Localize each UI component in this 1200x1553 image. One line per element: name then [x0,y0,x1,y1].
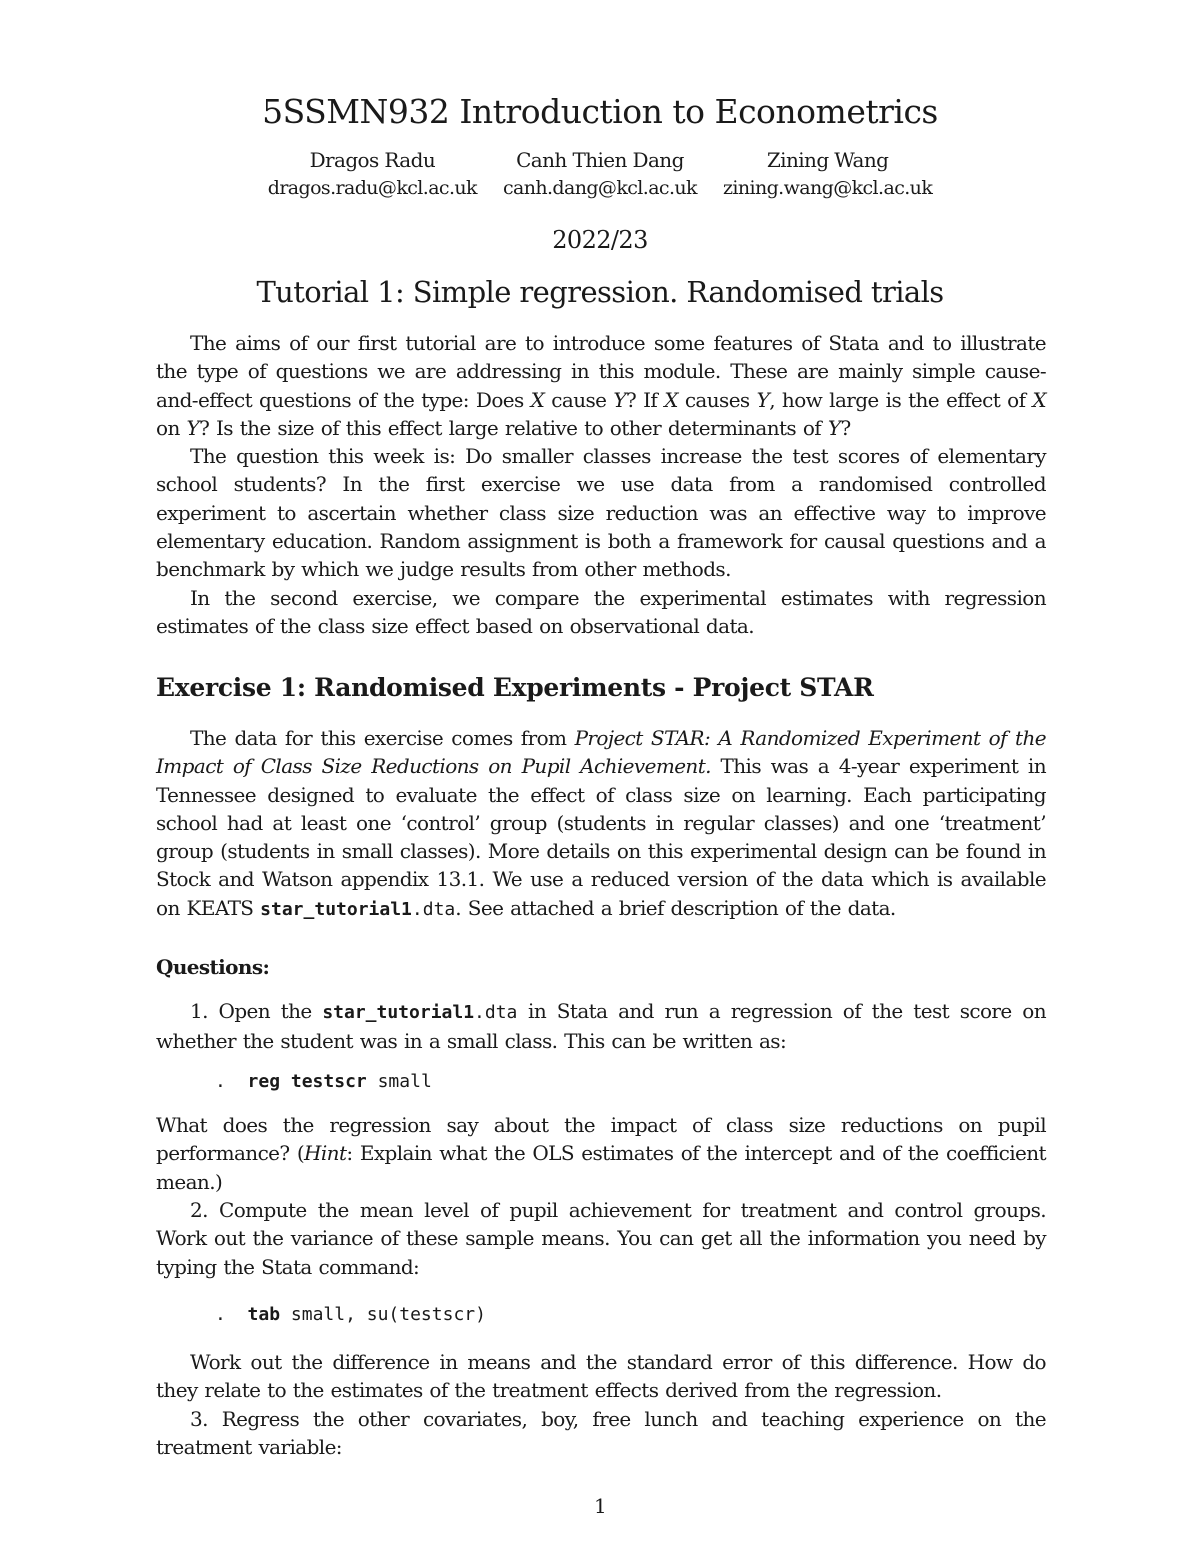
filename-extension: .dta [411,898,456,920]
text-run: This was a 4-year experiment in Tennessee designed to evaluate the effect of class size on learning. Each participating school had at least one ‘control’ group (students in regular classes) and one ‘treatment’ group (students in small classes). More details on this experimental design can be found in Stock and Watson appendix 13.1. We use a reduced version of the data which is available on KEATS [156,754,1046,920]
intro-paragraph-3: In the second exercise, we compare the experimental estimates with regression estimates of the class size effect based on observational data. [156,586,1046,639]
author-email: canh.dang@kcl.ac.uk [502,177,697,199]
command-prompt: . [215,1071,226,1092]
author-block [268,146,477,202]
filename: star_tutorial1 [260,898,412,920]
math-variable: Y [186,415,200,440]
author-name: Zining Wang [766,148,889,172]
text-run: ? [840,415,851,440]
exercise-1-paragraph [156,724,1046,924]
author-name: Canh Thien Dang [516,148,684,172]
filename: star_tutorial1 [322,1002,475,1023]
filename-extension: .dta [474,1002,518,1023]
math-variable: Y [756,387,770,412]
page-number: 1 [593,1494,607,1518]
author-email: zining.wang@kcl.ac.uk [722,177,933,199]
questions-heading: Questions: [156,955,270,979]
text-run: 1. Open the [190,999,323,1023]
question-2: 2. Compute the mean level of pupil achievement for treatment and control groups. Work out the variance of these sample means. You can get all the information you need by typing the Stata command: [156,1198,1046,1279]
text-run: in Stata and run a regression of the test score on whether the student was in a small class. This can be written as: [156,999,1046,1054]
text-run: ? Is the size of this effect large relative to other determinants of [199,415,828,440]
math-variable: X [1032,387,1046,412]
command-arguments: small [377,1071,432,1092]
intro-paragraph-2: The question this week is: Do smaller classes increase the test scores of elementary school students? In the first exercise we use data from a randomised controlled experiment to ascertain whether class size reduction was an effective way to improve elementary education. Random assignment is both a framework for causal questions and a benchmark by which we judge results from other methods. [156,444,1046,582]
exercise-1-heading: Exercise 1: Randomised Experiments - Project STAR [156,673,874,702]
text-run: . See attached a brief description of the data. [455,895,896,920]
command-arguments: small, su(testscr) [290,1304,486,1325]
academic-year: 2022/23 [552,226,648,254]
author-name: Dragos Radu [309,148,436,172]
study-title: Project STAR: A Randomized Experiment of the Impact of Class Size Reductions on Pupil Achievement. [156,726,1046,779]
question-3: 3. Regress the other covariates, boy, free lunch and teaching experience on the treatment variable: [156,1407,1046,1460]
question-2-followup: Work out the difference in means and the standard error of this difference. How do they relate to the estimates of the treatment effects derived from the regression. [156,1350,1046,1403]
text-run: cause [544,387,614,412]
question-1-followup [156,1111,1046,1196]
math-variable: X [664,387,678,412]
hint-label: Hint [304,1141,347,1166]
intro-paragraph-1 [156,329,1046,442]
text-run: ? If [626,387,665,412]
author-email: dragos.radu@kcl.ac.uk [267,177,477,199]
text-run: The aims of our first tutorial are to introduce some features of Stata and to illustrate the type of questions we are addressing in this module. These are mainly simple cause-and-effect questions of the type: Does [156,331,1046,412]
text-run: on [156,415,187,440]
text-run: causes [677,387,757,412]
command-name: reg testscr [247,1071,367,1092]
text-run: , how large is the effect of [769,387,1033,412]
stata-command-2 [215,1304,486,1325]
math-variable: X [530,387,545,412]
document-title: 5SSMN932 Introduction to Econometrics [262,92,938,131]
math-variable: Y [613,387,626,412]
tutorial-title: Tutorial 1: Simple regression. Randomised trials [256,275,944,309]
stata-command-1 [215,1071,432,1092]
command-prompt: . [215,1304,226,1325]
text-run: : Explain what the OLS estimates of the intercept and of the coefficient mean.) [156,1141,1046,1194]
text-run: The data for this exercise comes from [190,726,575,750]
author-block [503,146,697,202]
question-1 [156,997,1046,1056]
author-block [723,146,932,202]
text-run: What does the regression say about the impact of class size reductions on pupil performance? ( [156,1113,1046,1166]
command-name: tab [247,1304,281,1325]
math-variable: Y [827,415,841,440]
author-list [0,146,1200,202]
